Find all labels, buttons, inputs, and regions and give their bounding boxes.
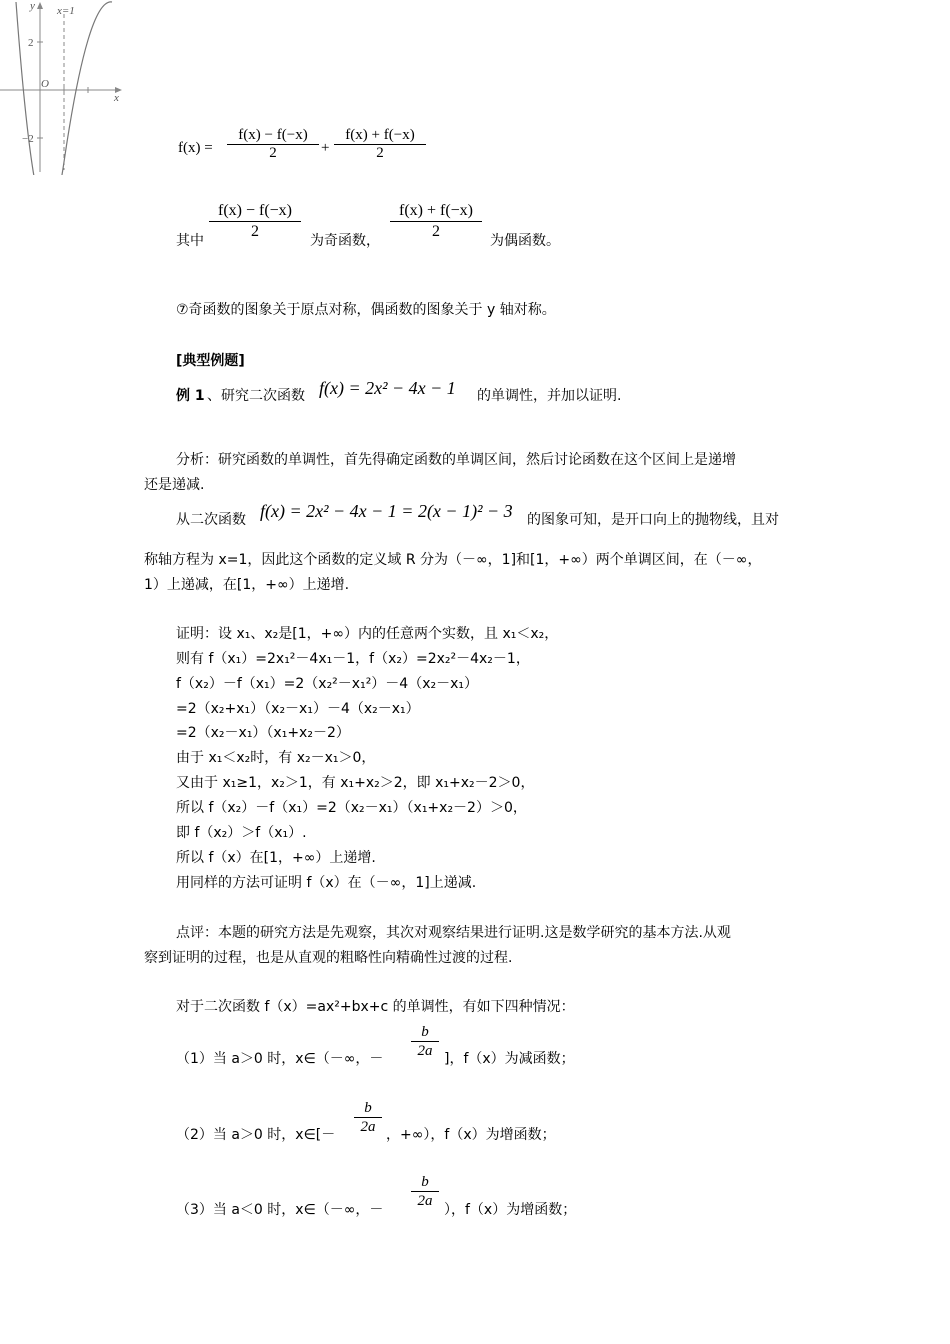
comment-line-1: 点评：本题的研究方法是先观察，其次对观察结果进行证明.这是数学研究的基本方法.从观	[176, 925, 731, 941]
parity-even-den: 2	[432, 223, 440, 240]
decomp-even-den: 2	[376, 145, 384, 161]
case-3-prefix: （3）当 a＜0 时，x∈（－∞，－	[176, 1202, 384, 1218]
case-1-num: b	[421, 1024, 429, 1040]
proof-line-6: 由于 x₁＜x₂时，有 x₂－x₁＞0，	[176, 750, 376, 766]
analysis-line-5: 1）上递减，在[1，+∞）上递增.	[144, 577, 350, 593]
proof-line-7: 又由于 x₁≥1，x₂＞1，有 x₁+x₂＞2，即 x₁+x₂－2＞0，	[176, 775, 535, 791]
parity-even-fraction	[390, 201, 482, 242]
x-axis-label: x	[114, 92, 119, 104]
example-tail: 的单调性，并加以证明.	[477, 388, 622, 404]
proof-line-2: 则有 f（x₁）=2x₁²－4x₁－1，f（x₂）=2x₂²－4x₂－1，	[176, 651, 530, 667]
proof-line-4: =2（x₂+x₁）（x₂－x₁）－4（x₂－x₁）	[176, 701, 420, 717]
analysis-line-2: 还是递减.	[144, 477, 205, 493]
parity-odd-den: 2	[251, 223, 259, 240]
decomp-odd-den: 2	[269, 145, 277, 161]
proof-line-10: 所以 f（x）在[1，+∞）上递增.	[176, 850, 376, 866]
example-label: 例 1	[176, 388, 205, 404]
proof-line-1: 证明：设 x₁、x₂是[1，+∞）内的任意两个实数，且 x₁＜x₂，	[176, 626, 559, 642]
parity-prefix: 其中	[176, 233, 204, 249]
parity-even-num: f(x) + f(−x)	[398, 202, 473, 219]
origin-label: O	[41, 78, 49, 90]
case-3-suffix: ），f（x）为增函数；	[444, 1202, 577, 1218]
case-2-num: b	[364, 1100, 372, 1116]
item-7: ⑦奇函数的图象关于原点对称，偶函数的图象关于 y 轴对称。	[176, 302, 556, 318]
decomp-odd-fraction	[227, 127, 319, 162]
case-2-prefix: （2）当 a＞0 时，x∈[－	[176, 1127, 336, 1143]
decomp-even-fraction	[334, 127, 426, 162]
comment-line-2: 察到证明的过程，也是从直观的粗略性向精确性过渡的过程.	[144, 950, 513, 966]
parity-mid: 为奇函数，	[310, 233, 380, 249]
case-1-prefix: （1）当 a＞0 时，x∈（－∞，－	[176, 1051, 384, 1067]
case-2-fraction	[354, 1099, 382, 1136]
parabola-graph	[0, 0, 130, 175]
parity-odd-num: f(x) − f(−x)	[217, 202, 292, 219]
example-text: 、研究二次函数	[207, 388, 305, 404]
case-2-suffix: ，+∞），f（x）为增函数；	[386, 1127, 556, 1143]
proof-line-9: 即 f（x₂）＞f（x₁）.	[176, 825, 307, 841]
analysis-line-3-prefix: 从二次函数	[176, 512, 246, 528]
case-3-num: b	[421, 1174, 429, 1190]
case-1-den: 2a	[417, 1043, 433, 1059]
section-title: [典型例题]	[176, 353, 245, 369]
case-3-den: 2a	[417, 1193, 433, 1209]
decomp-even-num: f(x) + f(−x)	[345, 127, 415, 143]
proof-line-11: 用同样的方法可证明 f（x）在（－∞，1]上递减.	[176, 875, 477, 891]
decomp-lhs: f(x) =	[178, 140, 213, 156]
analysis-line-1: 分析：研究函数的单调性，首先得确定函数的单调区间，然后讨论函数在这个区间上是递增	[176, 452, 736, 468]
tick-2-label: 2	[28, 37, 34, 49]
decomp-plus: +	[321, 140, 330, 156]
case-1-fraction	[411, 1023, 439, 1060]
analysis-line-4: 称轴方程为 x=1，因此这个函数的定义域 R 分为（－∞，1]和[1，+∞）两个单调区间，在（－∞，	[144, 552, 762, 568]
proof-line-5: =2（x₂－x₁）（x₁+x₂－2）	[176, 725, 350, 741]
case-3-fraction	[411, 1173, 439, 1210]
proof-line-3: f（x₂）－f（x₁）=2（x₂²－x₁²）－4（x₂－x₁）	[176, 676, 479, 692]
case-2-den: 2a	[360, 1119, 376, 1135]
example-formula: f(x) = 2x² − 4x − 1	[319, 378, 456, 398]
analysis-line-3-formula: f(x) = 2x² − 4x − 1 = 2(x − 1)² − 3	[260, 501, 513, 521]
case-1-suffix: ]，f（x）为减函数；	[444, 1051, 575, 1067]
proof-line-8: 所以 f（x₂）－f（x₁）=2（x₂－x₁）（x₁+x₂－2）＞0，	[176, 800, 527, 816]
parity-odd-fraction	[209, 201, 301, 242]
cases-intro: 对于二次函数 f（x）=ax²+bx+c 的单调性，有如下四种情况：	[176, 999, 575, 1015]
parity-suffix: 为偶函数。	[490, 233, 560, 249]
line-label: x=1	[57, 5, 75, 17]
decomp-odd-num: f(x) − f(−x)	[238, 127, 308, 143]
tick-neg2-label: −2	[22, 133, 34, 145]
y-axis-label: y	[30, 0, 35, 12]
y-axis-arrow	[37, 2, 43, 9]
analysis-line-3-suffix: 的图象可知，是开口向上的抛物线，且对	[527, 512, 779, 528]
